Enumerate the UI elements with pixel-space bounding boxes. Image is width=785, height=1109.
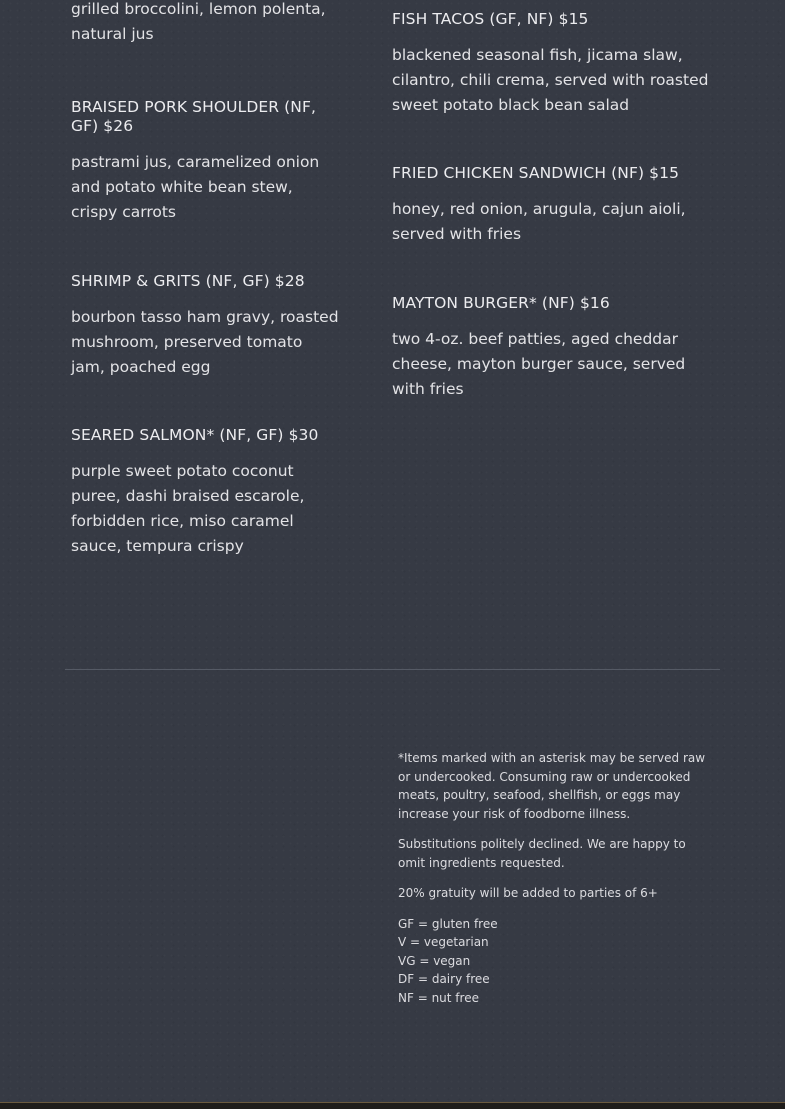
dish-title: FRIED CHICKEN SANDWICH (NF) $15 — [392, 164, 680, 182]
menu-item-seared-salmon — [71, 426, 339, 559]
legend-item-vg: VG = vegan — [398, 953, 471, 968]
dish-description: two 4-oz. beef patties, aged cheddar cheese, mayton burger sauce, served with fries — [392, 330, 686, 398]
legend-item-gf: GF = gluten free — [398, 916, 498, 931]
footer-edge — [0, 1102, 785, 1109]
dish-title: SEARED SALMON* (NF, GF) $30 — [71, 426, 319, 444]
menu-item-shrimp-grits — [71, 272, 339, 380]
menu-item-braised-pork-shoulder — [71, 98, 339, 225]
dish-description: grilled broccolini, lemon polenta, natural jus — [71, 0, 326, 43]
menu-notes — [398, 749, 708, 1007]
dish-description: blackened seasonal fish, jicama slaw, cilantro, chili crema, served with roasted sweet potato black bean salad — [392, 46, 709, 114]
dish-title: MAYTON BURGER* (NF) $16 — [392, 294, 610, 312]
raw-food-warning: *Items marked with an asterisk may be served raw or undercooked. Consuming raw or undercooked meats, poultry, seafood, shellfish, or eggs may increase your risk of foodborne illness. — [398, 751, 706, 821]
dish-description: bourbon tasso ham gravy, roasted mushroom, preserved tomato jam, poached egg — [71, 308, 339, 376]
legend-item-v: V = vegetarian — [398, 935, 489, 949]
dish-description: purple sweet potato coconut puree, dashi braised escarole, forbidden rice, miso caramel sauce, tempura crispy — [71, 462, 305, 555]
dietary-legend — [398, 915, 708, 1008]
menu-item-fried-chicken-sandwich — [392, 164, 722, 247]
menu-item-fish-tacos — [392, 10, 722, 118]
menu-item-mayton-burger — [392, 294, 722, 402]
substitutions-note: Substitutions politely declined. We are happy to omit ingredients requested. — [398, 837, 686, 870]
gratuity-note: 20% gratuity will be added to parties of 6+ — [398, 886, 658, 900]
section-divider — [65, 669, 720, 670]
dish-title: SHRIMP & GRITS (NF, GF) $28 — [71, 272, 305, 290]
legend-item-df: DF = dairy free — [398, 972, 490, 986]
dish-description: pastrami jus, caramelized onion and potato white bean stew, crispy carrots — [71, 153, 320, 221]
legend-item-nf: NF = nut free — [398, 990, 479, 1005]
dish-description: honey, red onion, arugula, cajun aioli, served with fries — [392, 200, 686, 243]
dish-title: BRAISED PORK SHOULDER (NF, GF) $26 — [71, 98, 317, 135]
dish-title: FISH TACOS (GF, NF) $15 — [392, 10, 589, 28]
menu-item-continued — [71, 0, 339, 47]
